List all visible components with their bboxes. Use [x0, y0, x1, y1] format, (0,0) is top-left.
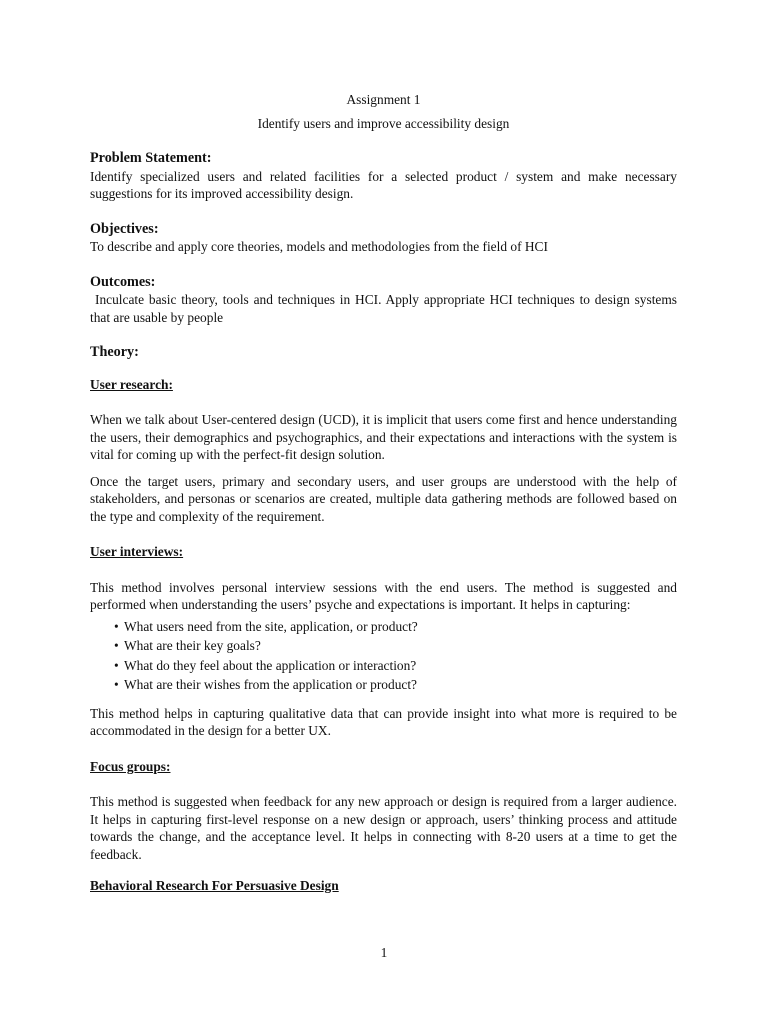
page-number: 1: [380, 945, 388, 960]
user-interviews-bullet-list: [90, 618, 677, 694]
list-item: [90, 676, 677, 694]
document-body: [90, 91, 677, 895]
outcomes-heading: Outcomes:: [90, 273, 156, 290]
bullet-icon: •: [114, 618, 119, 634]
theory-heading: Theory:: [90, 344, 139, 360]
problem-statement-heading: Problem Statement:: [90, 150, 212, 166]
document-title: Assignment 1: [346, 92, 421, 107]
objectives-heading: Objectives:: [90, 220, 159, 237]
objectives-text: To describe and apply core theories, models and methodologies from the field of HCI: [90, 239, 548, 254]
behavioral-research-heading: Behavioral Research For Persuasive Design: [90, 878, 339, 893]
bullet-icon: •: [114, 677, 119, 692]
document-subtitle: Identify users and improve accessibility design: [257, 115, 510, 131]
list-item-text: What users need from the site, application, or product?: [124, 618, 418, 634]
bullet-icon: •: [114, 657, 119, 673]
list-item-text: What are their wishes from the application or product?: [124, 677, 417, 692]
list-item: [90, 637, 677, 655]
user-interviews-heading: User interviews:: [90, 544, 184, 559]
user-interviews-outro: This method helps in capturing qualitative data that can provide insight into what more is required to be accommodated in the design for a better UX.: [90, 705, 677, 738]
list-item: [90, 657, 677, 675]
focus-groups-text: This method is suggested when feedback for any new approach or design is required from a larger audience. It helps in capturing first-level response on a new design or approach, users’ thinking process and attitude towards the change, and the acceptance level. It helps in connecting with 8-20 users at a time to get the feedback.: [90, 794, 677, 862]
list-item: [90, 618, 677, 636]
list-item-text: What do they feel about the application or interaction?: [124, 657, 417, 673]
bullet-icon: •: [114, 638, 119, 653]
focus-groups-heading: Focus groups:: [90, 758, 171, 774]
user-research-paragraph-2: Once the target users, primary and secondary users, and user groups are understood with the help of stakeholders, and personas or scenarios are created, multiple data gathering methods are followed based on the type and complexity of the requirement.: [90, 473, 677, 524]
list-item-text: What are their key goals?: [124, 638, 261, 653]
user-interviews-intro: This method involves personal interview sessions with the end users. The method is suggested and performed when understanding the users’ psyche and expectations is important. It helps in capturing:: [90, 579, 677, 612]
outcomes-text: Inculcate basic theory, tools and techniques in HCI. Apply appropriate HCI techniques to design systems that are usable by people: [90, 292, 677, 325]
problem-statement-text: Identify specialized users and related facilities for a selected product / system and make necessary suggestions for its improved accessibility design.: [90, 168, 677, 201]
user-research-heading: User research:: [90, 376, 173, 392]
user-research-paragraph-1: When we talk about User-centered design (UCD), it is implicit that users come first and hence understanding the users, their demographics and psychographics, and their expectations and interactions with the system is vital for coming up with the perfect-fit design solution.: [90, 412, 677, 462]
